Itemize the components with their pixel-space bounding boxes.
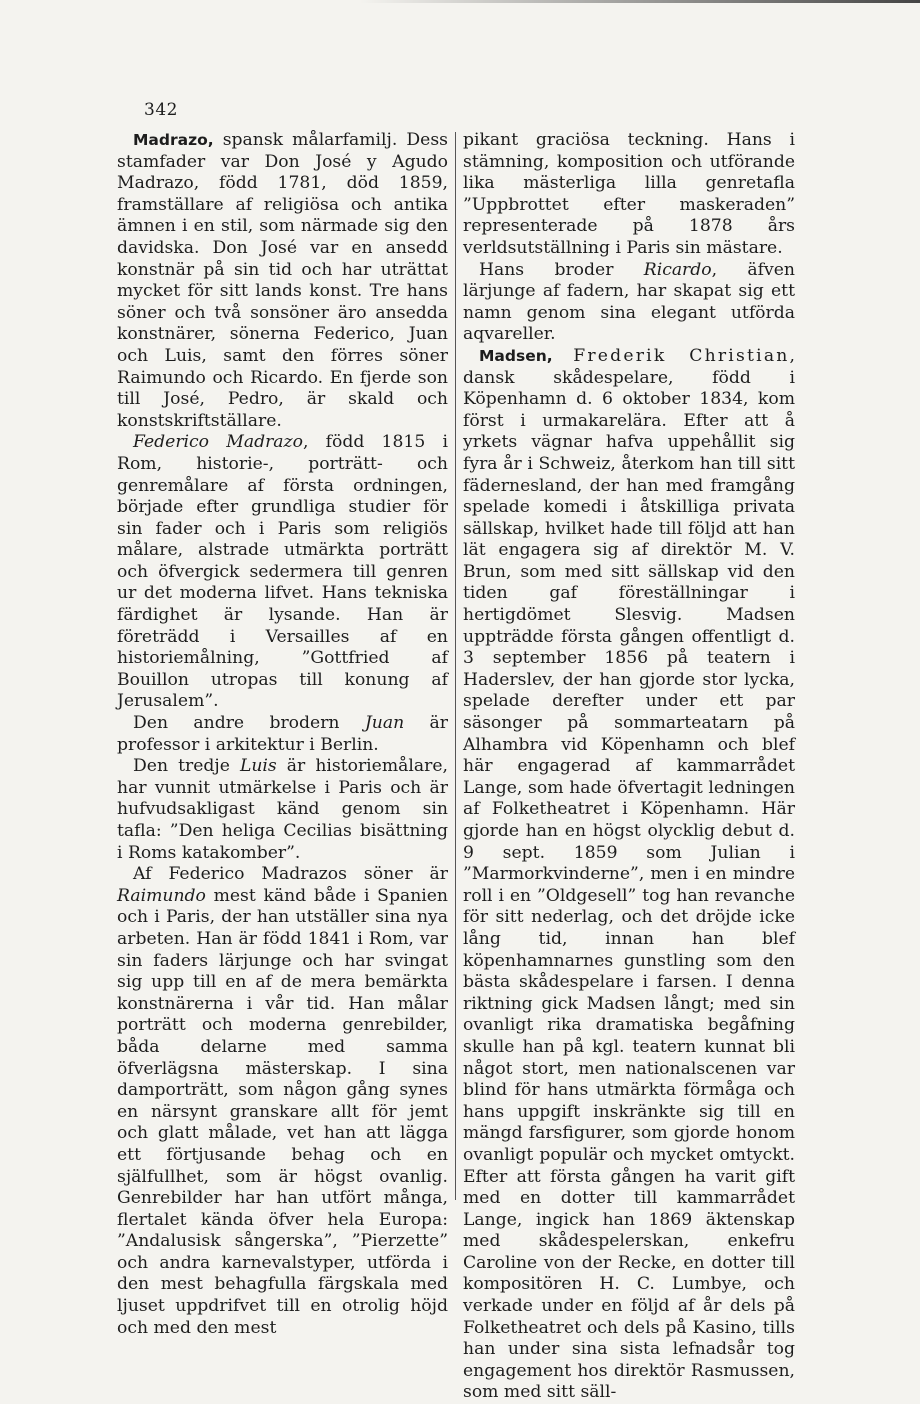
- paragraph-raimundo-continued: pikant graciösa teckning. Hans i stämning, komposition och utförande lika mästerliga lilla genretafla ”Uppbrottet efter maskeraden” representerade på 1878 års verldsutställning i Paris sin mästare.: [463, 130, 795, 258]
- paragraph-ricardo: [463, 260, 795, 346]
- paragraph-ricardo-before: Hans broder: [479, 259, 644, 280]
- paragraph-federico-text: , född 1815 i Rom, historie-, porträtt- och genremålare af första ordningen, började efter grundliga studier för sin fader och i Paris som religiös målare, alstrade utmärkta porträtt och öfvergick sedermera till genren ur det moderna lifvet. Hans tekniska färdighet är lysande. Han är företrädd i Versailles af en historiemålning, ”Gottfried af Bouillon utropas till konung af Jerusalem”.: [117, 432, 448, 712]
- left-column: [117, 130, 448, 1339]
- paragraph-ricardo-after: , äfven lärjunge af fadern, har skapat sig ett namn genom sina elegant utförda aqvareller.: [463, 259, 795, 345]
- entry-madsen: [463, 346, 795, 1404]
- paragraph-juan-after: är professor i arkitektur i Berlin.: [117, 713, 448, 755]
- paragraph-luis: [117, 756, 448, 864]
- paragraph-luis-after: är historiemålare, har vunnit utmärkelse i Paris och är hufvudsakligast känd genom sin tafla: ”Den heliga Cecilias bisättning i Roms katakomber”.: [117, 756, 448, 863]
- name-luis: Luis: [239, 756, 277, 777]
- scan-edge-mark: [360, 0, 920, 3]
- name-federico: Federico Madrazo: [133, 432, 303, 453]
- paragraph-juan: [117, 713, 448, 756]
- column-divider: [455, 132, 456, 1200]
- right-column: [463, 130, 795, 1404]
- headword-madrazo: Madrazo,: [133, 131, 214, 149]
- entry-madsen-text: , dansk skådespelare, född i Köpenhamn d. 6 oktober 1834, kom först i urmakarelära. Efter att å yrkets vägnar hafva uppehållit sig fyra år i Schweiz, återkom han till sitt fädernesland, der han med framgång spelade komedi i åtskilliga privata sällskap, hvilket hade till följd att han lät engagera sig af direktör M. V. Brun, som med sitt sällskap vid den tiden gaf föreställningar i hertigdömet Slesvig. Madsen uppträdde första gången offentligt d. 3 september 1856 på teatern i Haderslev, der han gjorde stor lycka, spelade derefter under ett par säsonger på sommarteatarn på Alhambra vid Köpenhamn och blef här engagerad af kammarrådet Lange, som hade öfvertagit ledningen af Folketheatret i Köpenhamn. Här gjorde han en högst olycklig debut d. 9 sept. 1859 som Julian i ”Marmorkvinderne”, men i en mindre roll i en ”Oldgesell” tog han revanche för sitt nederlag, och det dröjde icke lång tid, innan han blef köpenhamnarnes gunstling som den bästa skådespelare i farsen. I denna riktning gick Madsen långt; med sin ovanligt rika dramatiska begåfning skulle han på kgl. teatern kunnat bli något stort, men nationalscenen var blind för hans utmärkta förmåga och hans uppgift inskränkte sig till en mängd farsfigurer, som gjorde honom ovanligt populär och mycket omtyckt. Efter att första gången ha varit gift med en dotter till kammarrådet Lange, ingick han 1869 äktenskap med skådespelerskan, enkefru Caroline von der Recke, en dotter till kompositören H. C. Lumbye, och verkade under en följd af år dels på Folketheatret och dels på Kasino, tills han under sina sista lefnadsår tog engagement hos direktör Rasmussen, som med sitt säll-: [463, 345, 796, 1403]
- paragraph-luis-before: Den tredje: [133, 756, 240, 777]
- name-juan: Juan: [364, 713, 405, 734]
- name-ricardo: Ricardo: [643, 259, 712, 280]
- name-raimundo: Raimundo: [117, 885, 206, 906]
- name-madsen: Frederik Christian: [573, 345, 790, 366]
- paragraph-federico: [117, 432, 448, 713]
- headword-madsen: Madsen,: [479, 346, 553, 365]
- page-number: 342: [144, 100, 178, 120]
- paragraph-raimundo: [117, 864, 448, 1339]
- paragraph-juan-before: Den andre brodern: [133, 713, 365, 734]
- entry-madrazo: [117, 130, 448, 432]
- entry-madrazo-text: spansk målarfamilj. Dess stamfader var Don José y Agudo Madrazo, född 1781, död 1859, framställare af religiösa och antika ämnen i en stil, som närmade sig den davidska. Don José var en ansedd konstnär på sin tid och har uträttat mycket för sitt lands konst. Tre hans söner och två sonsöner äro ansedda konstnärer, sönerna Federico, Juan och Luis, samt den förres söner Raimundo och Ricardo. En fjerde son till José, Pedro, är skald och konstskriftställare.: [117, 130, 448, 431]
- paragraph-raimundo-before: Af Federico Madrazos söner är: [133, 864, 448, 885]
- paragraph-raimundo-after: mest känd både i Spanien och i Paris, der han utställer sina nya arbeten. Han är född 1841 i Rom, var sin faders lärjunge och har svingat sig upp till en af de mera bemärkta konstnärerna i vår tid. Han målar porträtt och moderna genrebilder, båda delarne med samma öfverlägsna mästerskap. I sina damporträtt, som någon gång synes en närsynt granskare allt för jemt och glatt målade, vet han att lägga ett förtjusande behag och en själfullhet, som är högst ovanlig. Genrebilder har han utfört många, flertalet kända öfver hela Europa: ”Andalusisk sångerska”, ”Pierzette” och andra karnevalstyper, utförda i den mest behagfulla färgskala med ljuset uppdrifvet till en otrolig höjd och med den mest: [117, 885, 448, 1338]
